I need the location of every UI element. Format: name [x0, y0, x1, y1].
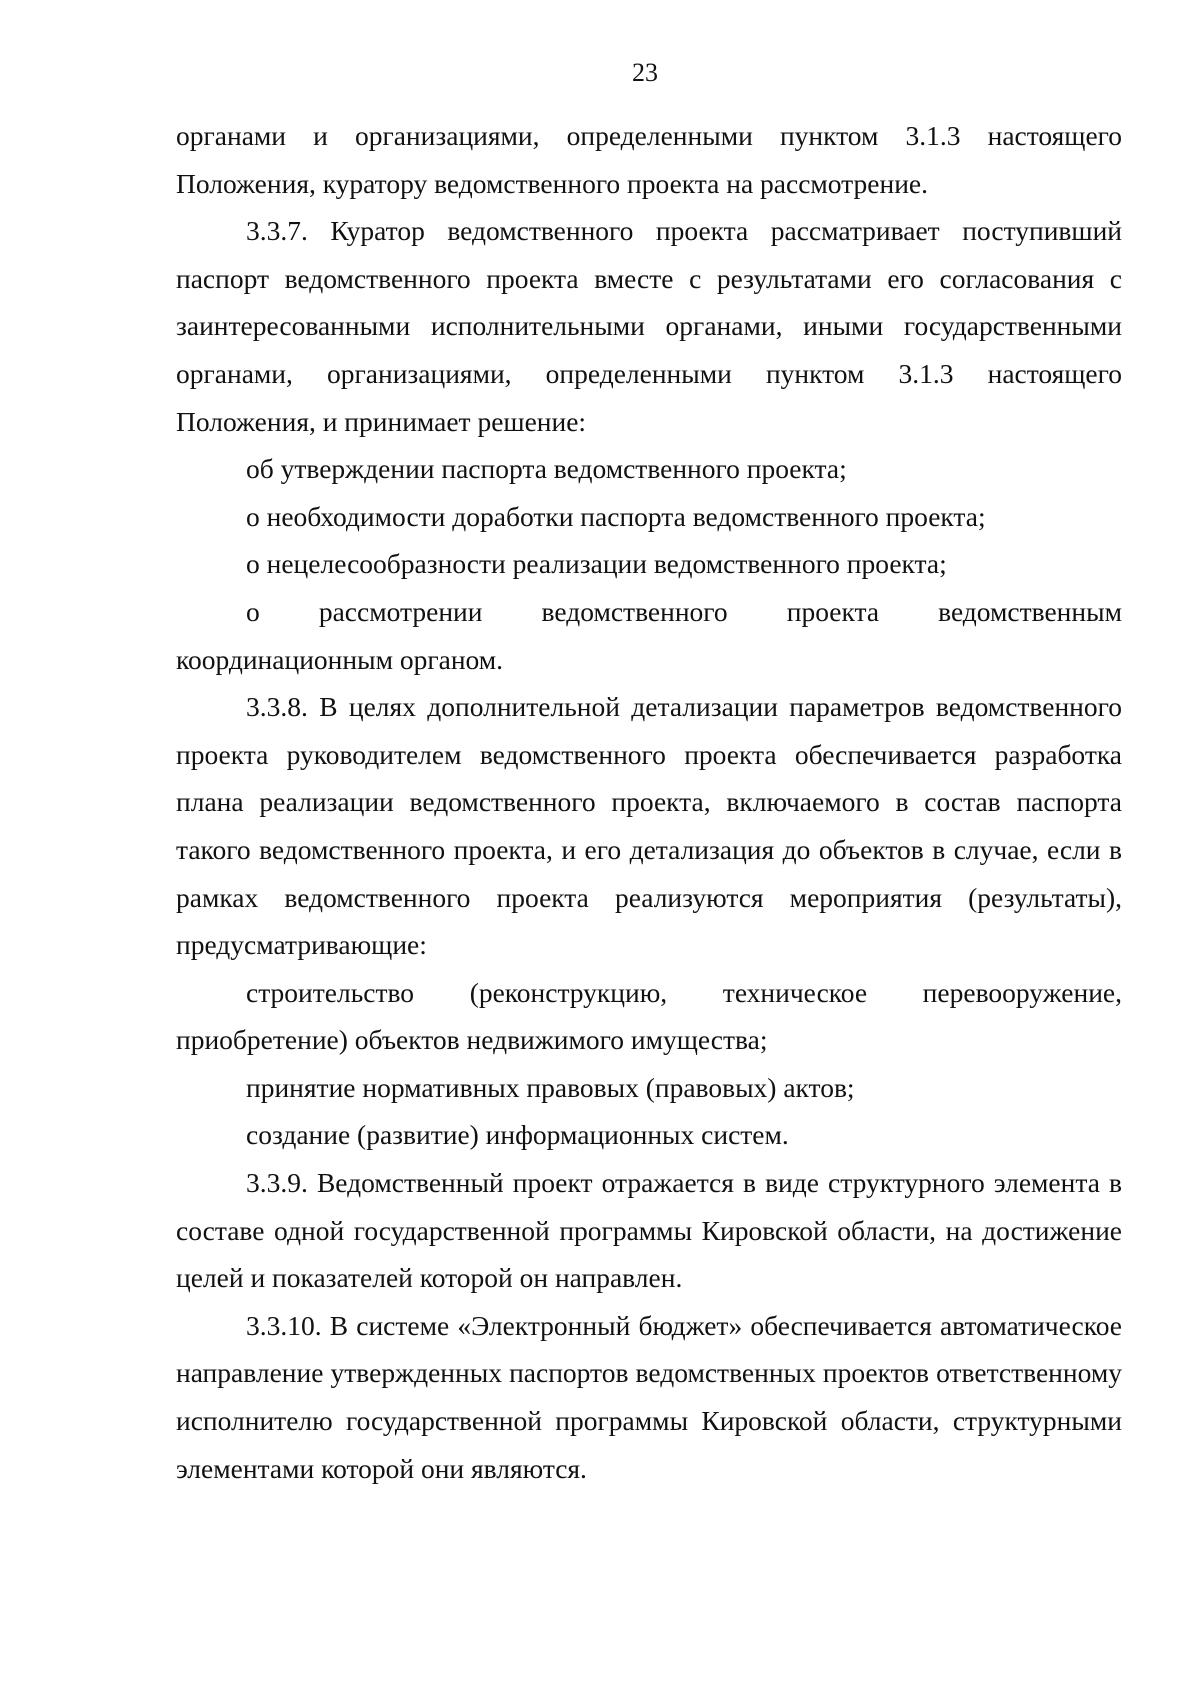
- decision-option-revise: о необходимости доработки паспорта ведомственного проекта;: [246, 500, 986, 532]
- page-number: 23: [632, 58, 658, 87]
- decision-option-inexpedient: о нецелесообразности реализации ведомственного проекта;: [246, 548, 947, 580]
- decision-option-approve: об утверждении паспорта ведомственного проекта;: [246, 453, 847, 485]
- list-item-legal-acts: принятие нормативных правовых (правовых) актов;: [246, 1071, 855, 1103]
- list-item-information-systems: создание (развитие) информационных систем.: [246, 1119, 789, 1151]
- decision-option-coordination-body: о рассмотрении ведомственного проекта ведомственным координационным органом.: [176, 595, 1122, 675]
- paragraph-3-3-10: 3.3.10. В системе «Электронный бюджет» обеспечивается автоматическое направление утвержденных паспортов ведомственных проектов ответственному исполнителю государственной программы Кировской области, структурными элементами которой они являются.: [176, 1309, 1122, 1484]
- paragraph-3-3-8: 3.3.8. В целях дополнительной детализации параметров ведомственного проекта руководителем ведомственного проекта обеспечивается разработка плана реализации ведомственного проекта, включаемого в состав паспорта такого ведомственного проекта, и его детализация до объектов в случае, если в рамках ведомственного проекта реализуются мероприятия (результаты), предусматривающие:: [176, 691, 1122, 961]
- document-body: [176, 112, 1122, 1492]
- paragraph-3-3-9: 3.3.9. Ведомственный проект отражается в виде структурного элемента в составе одной государственной программы Кировской области, на достижение целей и показателей которой он направлен.: [176, 1167, 1122, 1294]
- list-item-construction: строительство (реконструкцию, техническое перевооружение, приобретение) объектов недвижимого имущества;: [176, 976, 1122, 1056]
- paragraph-3-3-7: 3.3.7. Куратор ведомственного проекта рассматривает поступивший паспорт ведомственного проекта вместе с результатами его согласования с заинтересованными исполнительными органами, иными государственными органами, организациями, определенными пунктом 3.1.3 настоящего Положения, и принимает решение:: [176, 215, 1122, 437]
- paragraph-continuation: органами и организациями, определенными пунктом 3.1.3 настоящего Положения, куратору ведомственного проекта на рассмотрение.: [176, 120, 1122, 199]
